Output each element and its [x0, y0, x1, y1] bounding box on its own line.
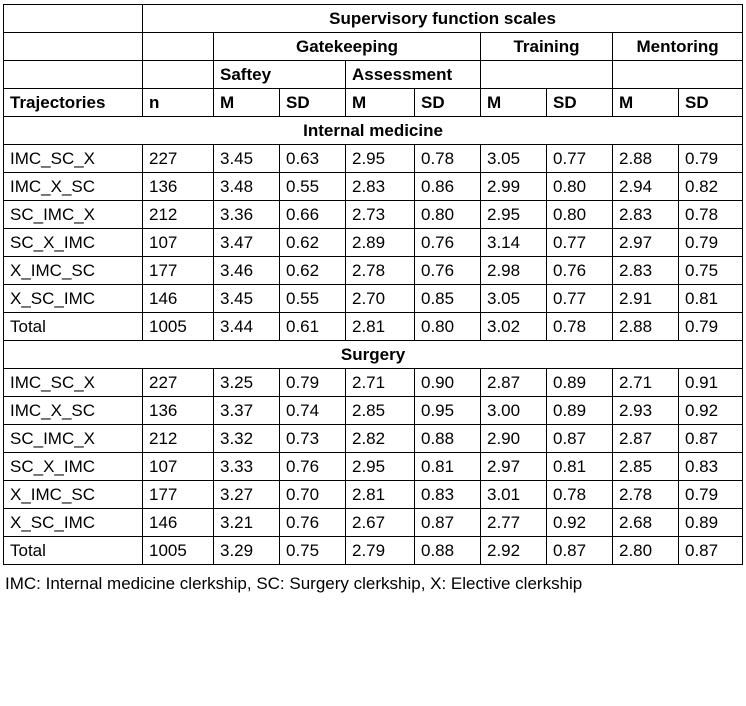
table-row: [4, 173, 743, 201]
table-cell: 3.27: [214, 481, 280, 509]
table-cell: 0.95: [415, 397, 481, 425]
table-cell: 0.75: [280, 537, 346, 565]
table-cell: 2.81: [346, 481, 415, 509]
header-row-1: [4, 5, 743, 33]
table-cell: 2.83: [613, 201, 679, 229]
table-cell: 3.36: [214, 201, 280, 229]
table-cell: 0.66: [280, 201, 346, 229]
section-title: Surgery: [4, 341, 743, 369]
table-row: [4, 257, 743, 285]
table-cell: 0.80: [547, 173, 613, 201]
table-cell: 0.76: [415, 257, 481, 285]
header-assessment: Assessment: [346, 61, 481, 89]
header-sd: SD: [547, 89, 613, 117]
table-cell: 2.71: [346, 369, 415, 397]
table-cell: 3.47: [214, 229, 280, 257]
table-cell: 3.05: [481, 285, 547, 313]
table-cell: 0.55: [280, 173, 346, 201]
table-cell: 2.91: [613, 285, 679, 313]
table-cell: 3.14: [481, 229, 547, 257]
table-cell: 0.92: [679, 397, 743, 425]
table-row: [4, 229, 743, 257]
table-cell: 0.83: [415, 481, 481, 509]
table-cell: 0.62: [280, 229, 346, 257]
table-cell: 1005: [143, 313, 214, 341]
header-blank: [4, 5, 143, 33]
header-m: M: [346, 89, 415, 117]
section-row: [4, 341, 743, 369]
table-row: [4, 509, 743, 537]
header-supervisory: Supervisory function scales: [143, 5, 743, 33]
table-row: [4, 537, 743, 565]
table-cell: 0.81: [415, 453, 481, 481]
header-gatekeeping: Gatekeeping: [214, 33, 481, 61]
table-cell: 0.89: [679, 509, 743, 537]
table-cell: 3.45: [214, 145, 280, 173]
table-cell: Total: [4, 313, 143, 341]
table-cell: 0.86: [415, 173, 481, 201]
table-cell: X_IMC_SC: [4, 257, 143, 285]
table-cell: 3.02: [481, 313, 547, 341]
header-sd: SD: [415, 89, 481, 117]
table-cell: 0.55: [280, 285, 346, 313]
table-cell: 0.78: [547, 313, 613, 341]
table-cell: 212: [143, 201, 214, 229]
table-cell: X_SC_IMC: [4, 285, 143, 313]
table-cell: 0.82: [679, 173, 743, 201]
table-cell: 0.70: [280, 481, 346, 509]
header-mentoring: Mentoring: [613, 33, 743, 61]
table-row: [4, 453, 743, 481]
table-cell: 2.94: [613, 173, 679, 201]
table-cell: 2.95: [481, 201, 547, 229]
table-cell: 2.98: [481, 257, 547, 285]
table-cell: 2.78: [613, 481, 679, 509]
table-cell: 0.90: [415, 369, 481, 397]
table-cell: 0.78: [415, 145, 481, 173]
table-cell: 2.89: [346, 229, 415, 257]
table-row: [4, 145, 743, 173]
header-m: M: [613, 89, 679, 117]
table-cell: 2.78: [346, 257, 415, 285]
table-cell: 3.05: [481, 145, 547, 173]
table-cell: 0.80: [415, 201, 481, 229]
table-cell: 0.79: [679, 313, 743, 341]
table-cell: 3.46: [214, 257, 280, 285]
header-blank: [4, 33, 143, 61]
table-cell: 2.92: [481, 537, 547, 565]
table-cell: 107: [143, 453, 214, 481]
table-cell: 0.87: [547, 425, 613, 453]
table-cell: 0.88: [415, 425, 481, 453]
table-cell: IMC_X_SC: [4, 173, 143, 201]
table-cell: 0.79: [679, 481, 743, 509]
table-cell: 3.29: [214, 537, 280, 565]
header-trajectories: Trajectories: [4, 89, 143, 117]
table-cell: 0.79: [679, 145, 743, 173]
table-row: [4, 369, 743, 397]
table-cell: 2.71: [613, 369, 679, 397]
header-m: M: [481, 89, 547, 117]
table-cell: 2.79: [346, 537, 415, 565]
header-n: n: [143, 89, 214, 117]
header-sd: SD: [280, 89, 346, 117]
table-cell: 0.79: [280, 369, 346, 397]
table-cell: 146: [143, 285, 214, 313]
table-cell: IMC_SC_X: [4, 145, 143, 173]
table-cell: 107: [143, 229, 214, 257]
table-row: [4, 313, 743, 341]
table-row: [4, 201, 743, 229]
table-cell: 1005: [143, 537, 214, 565]
header-row-2: [4, 33, 743, 61]
table-cell: 0.75: [679, 257, 743, 285]
section-title: Internal medicine: [4, 117, 743, 145]
table-cell: 0.91: [679, 369, 743, 397]
table-cell: 0.73: [280, 425, 346, 453]
table-cell: IMC_X_SC: [4, 397, 143, 425]
header-blank: [143, 33, 214, 61]
table-cell: 3.00: [481, 397, 547, 425]
table-cell: X_SC_IMC: [4, 509, 143, 537]
table-cell: 227: [143, 369, 214, 397]
table-cell: 3.48: [214, 173, 280, 201]
table-cell: 3.33: [214, 453, 280, 481]
table-cell: 3.25: [214, 369, 280, 397]
header-blank: [143, 61, 214, 89]
table-cell: 0.61: [280, 313, 346, 341]
header-blank: [4, 61, 143, 89]
table-cell: 2.80: [613, 537, 679, 565]
table-cell: SC_IMC_X: [4, 201, 143, 229]
table-cell: 0.76: [280, 509, 346, 537]
table-cell: 0.88: [415, 537, 481, 565]
table-cell: 2.87: [481, 369, 547, 397]
table-cell: 0.62: [280, 257, 346, 285]
table-cell: 2.73: [346, 201, 415, 229]
table-cell: 2.99: [481, 173, 547, 201]
table-cell: 2.93: [613, 397, 679, 425]
header-blank: [613, 61, 743, 89]
table-cell: 3.37: [214, 397, 280, 425]
table-cell: 3.32: [214, 425, 280, 453]
table-cell: 0.76: [280, 453, 346, 481]
table-cell: 2.85: [613, 453, 679, 481]
header-blank: [481, 61, 613, 89]
table-cell: 2.95: [346, 453, 415, 481]
table-cell: 2.87: [613, 425, 679, 453]
table-cell: 177: [143, 257, 214, 285]
table-cell: 2.88: [613, 145, 679, 173]
table-cell: 0.78: [679, 201, 743, 229]
table-cell: 2.85: [346, 397, 415, 425]
table-cell: 2.97: [613, 229, 679, 257]
table-cell: 136: [143, 397, 214, 425]
table-cell: 0.78: [547, 481, 613, 509]
table-cell: Total: [4, 537, 143, 565]
table-cell: 2.67: [346, 509, 415, 537]
table-cell: 3.21: [214, 509, 280, 537]
header-sd: SD: [679, 89, 743, 117]
table-cell: X_IMC_SC: [4, 481, 143, 509]
header-row-3: [4, 61, 743, 89]
table-cell: 0.92: [547, 509, 613, 537]
table-row: [4, 397, 743, 425]
table-row: [4, 481, 743, 509]
table-cell: 3.45: [214, 285, 280, 313]
table-cell: IMC_SC_X: [4, 369, 143, 397]
table-cell: 2.82: [346, 425, 415, 453]
table-cell: 0.87: [679, 537, 743, 565]
table-cell: 2.77: [481, 509, 547, 537]
table-footnote: IMC: Internal medicine clerkship, SC: Surgery clerkship, X: Elective clerkship: [5, 574, 583, 593]
table-cell: 0.74: [280, 397, 346, 425]
table-cell: 0.80: [547, 201, 613, 229]
table-cell: 2.68: [613, 509, 679, 537]
table-cell: 2.81: [346, 313, 415, 341]
table-cell: 3.44: [214, 313, 280, 341]
table-cell: 0.76: [547, 257, 613, 285]
table-cell: 227: [143, 145, 214, 173]
table-cell: SC_X_IMC: [4, 229, 143, 257]
table-cell: 146: [143, 509, 214, 537]
table-cell: 2.95: [346, 145, 415, 173]
table-cell: 0.85: [415, 285, 481, 313]
table-cell: 0.87: [547, 537, 613, 565]
table-cell: 0.76: [415, 229, 481, 257]
table-cell: 0.77: [547, 229, 613, 257]
table-cell: 0.80: [415, 313, 481, 341]
table-cell: 2.88: [613, 313, 679, 341]
table-cell: 0.81: [547, 453, 613, 481]
header-safety: Saftey: [214, 61, 346, 89]
table-cell: 0.79: [679, 229, 743, 257]
table-cell: 0.89: [547, 397, 613, 425]
table-cell: 0.81: [679, 285, 743, 313]
table-cell: 2.97: [481, 453, 547, 481]
table-row: [4, 425, 743, 453]
table-cell: 0.89: [547, 369, 613, 397]
table-cell: 2.83: [613, 257, 679, 285]
header-row-4: [4, 89, 743, 117]
header-training: Training: [481, 33, 613, 61]
table-cell: 0.83: [679, 453, 743, 481]
table-cell: 2.90: [481, 425, 547, 453]
table-cell: 0.63: [280, 145, 346, 173]
table-cell: 212: [143, 425, 214, 453]
table-row: [4, 285, 743, 313]
table-cell: 0.87: [415, 509, 481, 537]
table-cell: 177: [143, 481, 214, 509]
table-cell: 3.01: [481, 481, 547, 509]
table-cell: 0.77: [547, 285, 613, 313]
table-cell: SC_X_IMC: [4, 453, 143, 481]
table-cell: SC_IMC_X: [4, 425, 143, 453]
supervisory-scales-table: [3, 4, 743, 565]
header-m: M: [214, 89, 280, 117]
section-row: [4, 117, 743, 145]
table-cell: 136: [143, 173, 214, 201]
table-cell: 2.83: [346, 173, 415, 201]
table-cell: 0.77: [547, 145, 613, 173]
table-cell: 2.70: [346, 285, 415, 313]
table-cell: 0.87: [679, 425, 743, 453]
